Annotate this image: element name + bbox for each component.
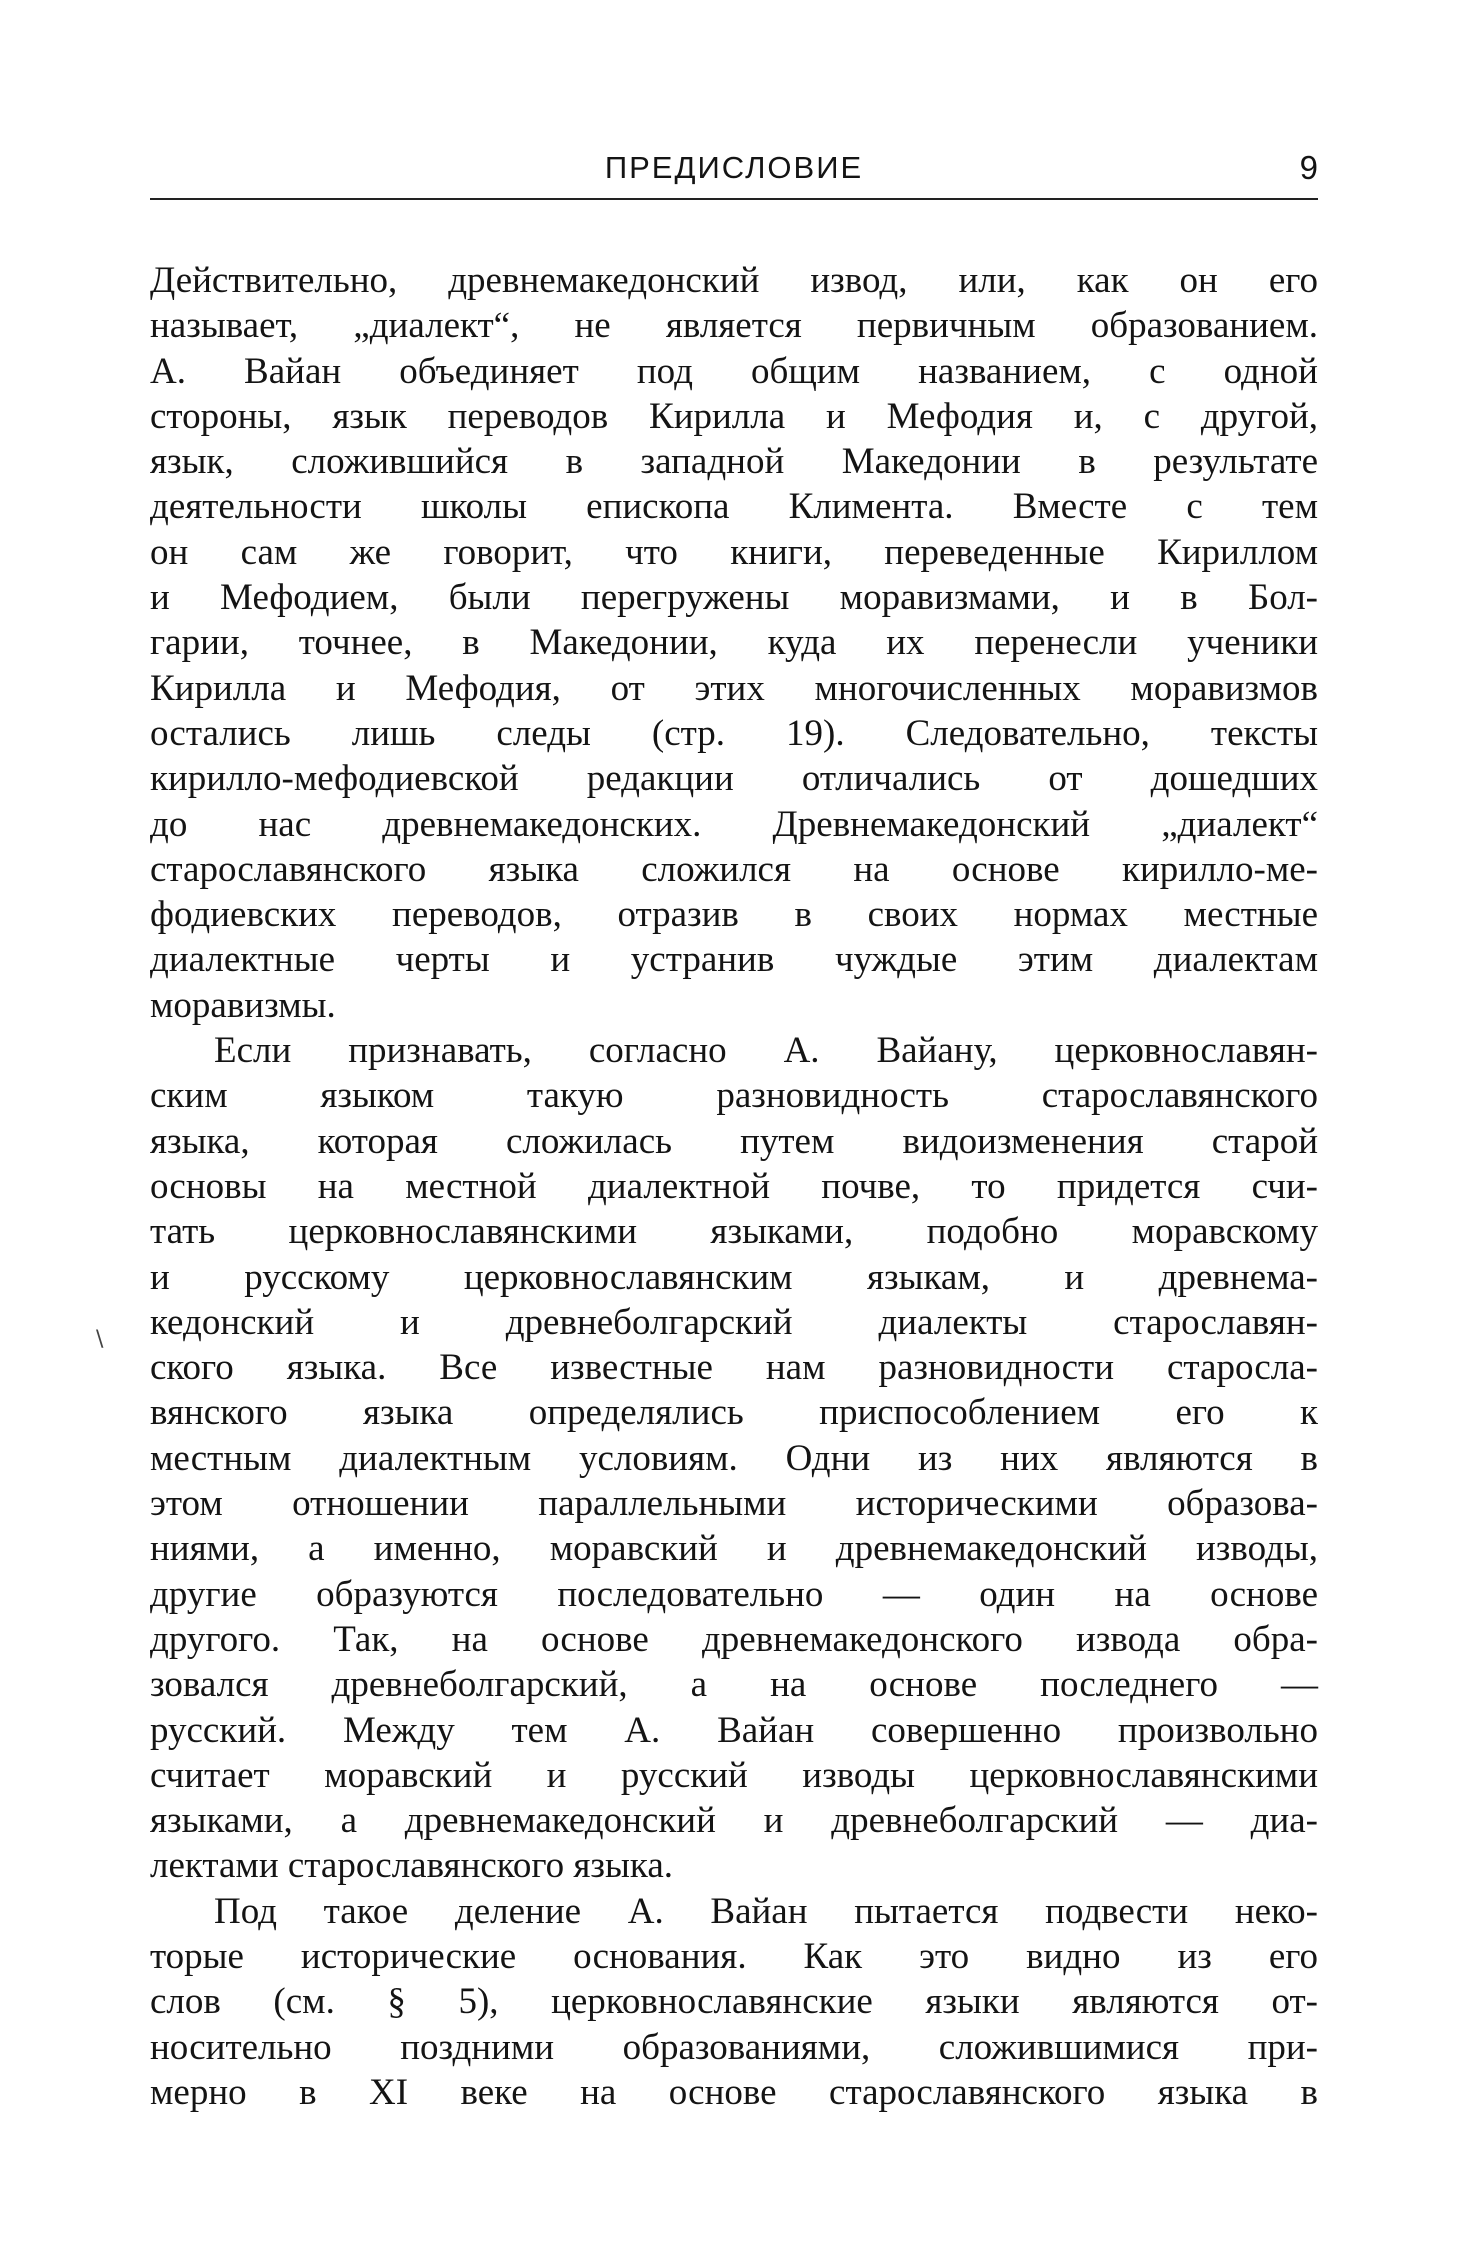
text-line: и Мефодием, были перегружены моравизмами, и в Бол- — [150, 577, 1318, 619]
text-line: моравизмы. — [150, 984, 336, 1026]
text-line: торые исторические основания. Как это видно из его — [150, 1935, 1318, 1977]
text-line: язык, сложившийся в западной Македонии в результате — [150, 441, 1318, 483]
text-line: местным диалектным условиям. Одни из них являются в — [150, 1437, 1318, 1479]
text-line: мерно в XI веке на основе старославянского языка в — [150, 2071, 1318, 2113]
text-line: стороны, язык переводов Кирилла и Мефодия и, с другой, — [150, 395, 1318, 437]
text-line: Под такое деление А. Вайан пытается подвести неко- — [214, 1890, 1318, 1932]
text-line: старославянского языка сложился на основе кирилло-ме- — [150, 848, 1318, 890]
text-line: слов (см. § 5), церковнославянские языки являются от- — [150, 1981, 1318, 2023]
text-line: языка, которая сложилась путем видоизменения старой — [150, 1120, 1318, 1162]
text-line: кирилло-мефодиевской редакции отличались от дошедших — [150, 758, 1318, 800]
text-line: считает моравский и русский изводы церковнославянскими — [150, 1754, 1318, 1796]
paragraph-2 — [150, 1028, 1318, 1889]
text-line: ского языка. Все известные нам разновидности старосла- — [150, 1347, 1318, 1389]
text-line: диалектные черты и устранив чуждые этим диалектам — [150, 939, 1318, 981]
text-line: другие образуются последовательно — один на основе — [150, 1573, 1318, 1615]
margin-mark: \ — [96, 1327, 104, 1352]
paragraph-1 — [150, 258, 1318, 1028]
text-line: называет, „диалект“, не является первичным образованием. — [150, 305, 1318, 347]
text-line: русский. Между тем А. Вайан совершенно произвольно — [150, 1709, 1318, 1751]
text-line: тать церковнославянскими языками, подобно моравскому — [150, 1211, 1318, 1253]
text-line: гарии, точнее, в Македонии, куда их перенесли ученики — [150, 622, 1318, 664]
header-rule — [150, 198, 1318, 200]
text-line: носительно поздними образованиями, сложившимися при- — [150, 2026, 1318, 2068]
text-line: Если признавать, согласно А. Вайану, церковнославян- — [214, 1030, 1318, 1072]
text-line: кедонский и древнеболгарский диалекты старославян- — [150, 1301, 1318, 1343]
text-line: языками, а древнемакедонский и древнеболгарский — диа- — [150, 1800, 1318, 1842]
text-line: вянского языка определялись приспособлением его к — [150, 1392, 1318, 1434]
text-line: до нас древнемакедонских. Древнемакедонский „диалект“ — [150, 803, 1318, 845]
text-line: остались лишь следы (стр. 19). Следовательно, тексты — [150, 712, 1318, 754]
text-line: другого. Так, на основе древнемакедонского извода обра- — [150, 1618, 1318, 1660]
text-line: и русскому церковнославянским языкам, и древнема- — [150, 1256, 1318, 1298]
text-line: основы на местной диалектной почве, то придется счи- — [150, 1165, 1318, 1207]
text-line: А. Вайан объединяет под общим названием, с одной — [150, 350, 1318, 392]
text-line: он сам же говорит, что книги, переведенные Кириллом — [150, 531, 1318, 573]
page-number: 9 — [1299, 149, 1318, 186]
text-line: этом отношении параллельными историческими образова- — [150, 1483, 1318, 1525]
text-line: лектами старославянского языка. — [150, 1845, 673, 1887]
text-line: ским языком такую разновидность старославянского — [150, 1075, 1318, 1117]
text-line: деятельности школы епископа Климента. Вместе с тем — [150, 486, 1318, 528]
running-head — [150, 148, 1318, 208]
paragraph-3 — [150, 1889, 1318, 2115]
text-line: Кирилла и Мефодия, от этих многочисленных моравизмов — [150, 667, 1318, 709]
text-line: зовался древнеболгарский, а на основе последнего — — [150, 1664, 1318, 1706]
text-line: фодиевских переводов, отразив в своих нормах местные — [150, 894, 1318, 936]
text-line: ниями, а именно, моравский и древнемакедонский изводы, — [150, 1528, 1318, 1570]
running-title: ПРЕДИСЛОВИЕ — [604, 150, 864, 185]
text-line: Действительно, древнемакедонский извод, или, как он его — [150, 260, 1318, 301]
body-text — [150, 258, 1318, 2115]
